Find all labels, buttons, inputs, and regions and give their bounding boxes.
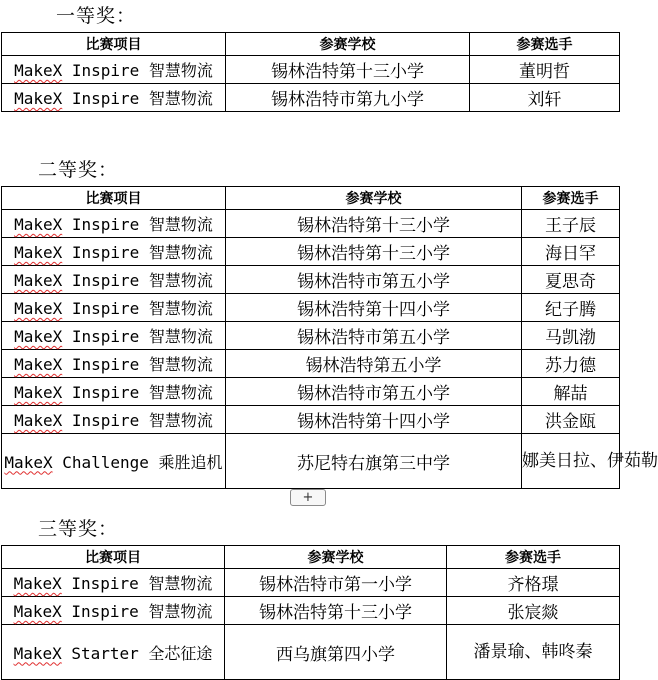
project-name: Inspire 智慧物流	[62, 89, 213, 108]
project-name: Inspire 智慧物流	[62, 271, 213, 290]
school-cell: 西乌旗第四小学	[225, 625, 447, 680]
header-school: 参赛学校	[226, 33, 470, 56]
project-cell	[2, 350, 226, 378]
project-name: Inspire 智慧物流	[62, 243, 213, 262]
school-cell: 锡林浩特第十三小学	[225, 597, 447, 625]
school-cell: 锡林浩特市第五小学	[226, 266, 522, 294]
school-cell: 锡林浩特第十三小学	[226, 56, 470, 84]
player-cell: 娜美日拉、伊茹勒	[522, 434, 620, 489]
school-cell: 锡林浩特市第五小学	[226, 378, 522, 406]
second-prize-title: 二等奖：	[38, 159, 119, 181]
table-row	[2, 378, 620, 406]
table-row	[2, 434, 620, 489]
school-cell: 锡林浩特第十四小学	[226, 406, 522, 434]
project-cell	[2, 56, 226, 84]
table-row	[2, 294, 620, 322]
second-prize-table	[1, 186, 658, 489]
third-prize-rows	[2, 569, 620, 680]
first-prize-table	[1, 32, 620, 112]
add-row-button[interactable]: +	[290, 489, 326, 506]
project-name: Inspire 智慧物流	[62, 411, 213, 430]
school-cell: 锡林浩特第五小学	[226, 350, 522, 378]
project-brand: MakeX	[4, 452, 53, 472]
player-cell: 董明哲	[470, 56, 620, 84]
project-brand: MakeX	[14, 271, 63, 290]
second-prize-rows	[2, 210, 658, 489]
project-cell	[2, 238, 226, 266]
project-brand: MakeX	[14, 327, 63, 346]
third-prize-title: 三等奖：	[38, 518, 119, 540]
table-row	[2, 266, 620, 294]
player-cell: 夏思奇	[522, 266, 620, 294]
table-header-row	[2, 187, 620, 210]
project-cell	[2, 266, 226, 294]
project-brand: MakeX	[14, 243, 63, 262]
player-cell: 刘轩	[470, 84, 620, 112]
school-cell: 苏尼特右旗第三中学	[226, 434, 522, 489]
project-cell	[2, 378, 226, 406]
first-prize-rows	[2, 56, 620, 112]
header-player: 参赛选手	[522, 187, 620, 210]
player-cell: 王子辰	[522, 210, 620, 238]
school-cell: 锡林浩特第十三小学	[226, 238, 522, 266]
school-cell: 锡林浩特第十四小学	[226, 294, 522, 322]
player-cell: 纪子腾	[522, 294, 620, 322]
third-prize-table	[1, 545, 620, 680]
player-cell: 张宸燚	[447, 597, 620, 625]
project-cell	[2, 322, 226, 350]
header-player: 参赛选手	[447, 546, 620, 569]
table-row	[2, 569, 620, 597]
project-brand: MakeX	[14, 355, 63, 374]
player-cell: 马凯渤	[522, 322, 620, 350]
table-header-row	[2, 546, 620, 569]
player-cell: 齐格璟	[447, 569, 620, 597]
project-brand: MakeX	[13, 602, 62, 621]
header-project: 比赛项目	[2, 33, 226, 56]
player-cell: 海日罕	[522, 238, 620, 266]
header-project: 比赛项目	[2, 187, 226, 210]
project-cell	[2, 84, 226, 112]
project-cell	[2, 294, 226, 322]
table-row	[2, 350, 620, 378]
project-name: Inspire 智慧物流	[62, 61, 213, 80]
project-cell	[2, 406, 226, 434]
first-prize-title: 一等奖：	[56, 5, 137, 27]
project-brand: MakeX	[14, 215, 63, 234]
project-name: Inspire 智慧物流	[62, 355, 213, 374]
table-row	[2, 322, 620, 350]
project-brand: MakeX	[14, 299, 63, 318]
project-cell	[2, 625, 225, 680]
project-name: Inspire 智慧物流	[61, 602, 213, 621]
header-school: 参赛学校	[225, 546, 447, 569]
player-cell: 潘景瑜、韩咚秦	[447, 625, 620, 680]
header-player: 参赛选手	[470, 33, 620, 56]
school-cell: 锡林浩特市第五小学	[226, 322, 522, 350]
table-row	[2, 625, 620, 680]
table-header-row	[2, 33, 620, 56]
project-brand: MakeX	[14, 61, 63, 80]
project-brand: MakeX	[14, 411, 63, 430]
project-name: Inspire 智慧物流	[61, 574, 213, 593]
project-brand: MakeX	[13, 574, 62, 593]
table-row	[2, 84, 620, 112]
project-brand: MakeX	[14, 89, 63, 108]
player-cell: 洪金瓯	[522, 406, 620, 434]
player-cell: 解喆	[522, 378, 620, 406]
header-project: 比赛项目	[2, 546, 225, 569]
project-brand: MakeX	[13, 643, 62, 663]
project-cell	[2, 569, 225, 597]
project-name: Inspire 智慧物流	[62, 215, 213, 234]
project-name: Inspire 智慧物流	[62, 299, 213, 318]
header-school: 参赛学校	[226, 187, 522, 210]
school-cell: 锡林浩特市第一小学	[225, 569, 447, 597]
table-row	[2, 406, 620, 434]
project-name: Starter 全芯征途	[61, 643, 213, 663]
project-name: Inspire 智慧物流	[62, 383, 213, 402]
project-cell	[2, 597, 225, 625]
table-row	[2, 238, 620, 266]
school-cell: 锡林浩特市第九小学	[226, 84, 470, 112]
project-cell	[2, 210, 226, 238]
project-cell	[2, 434, 226, 489]
table-row	[2, 56, 620, 84]
school-cell: 锡林浩特第十三小学	[226, 210, 522, 238]
project-name: Inspire 智慧物流	[62, 327, 213, 346]
table-row	[2, 597, 620, 625]
table-row	[2, 210, 620, 238]
player-cell: 苏力德	[522, 350, 620, 378]
project-brand: MakeX	[14, 383, 63, 402]
project-name: Challenge 乘胜追机	[52, 452, 223, 472]
